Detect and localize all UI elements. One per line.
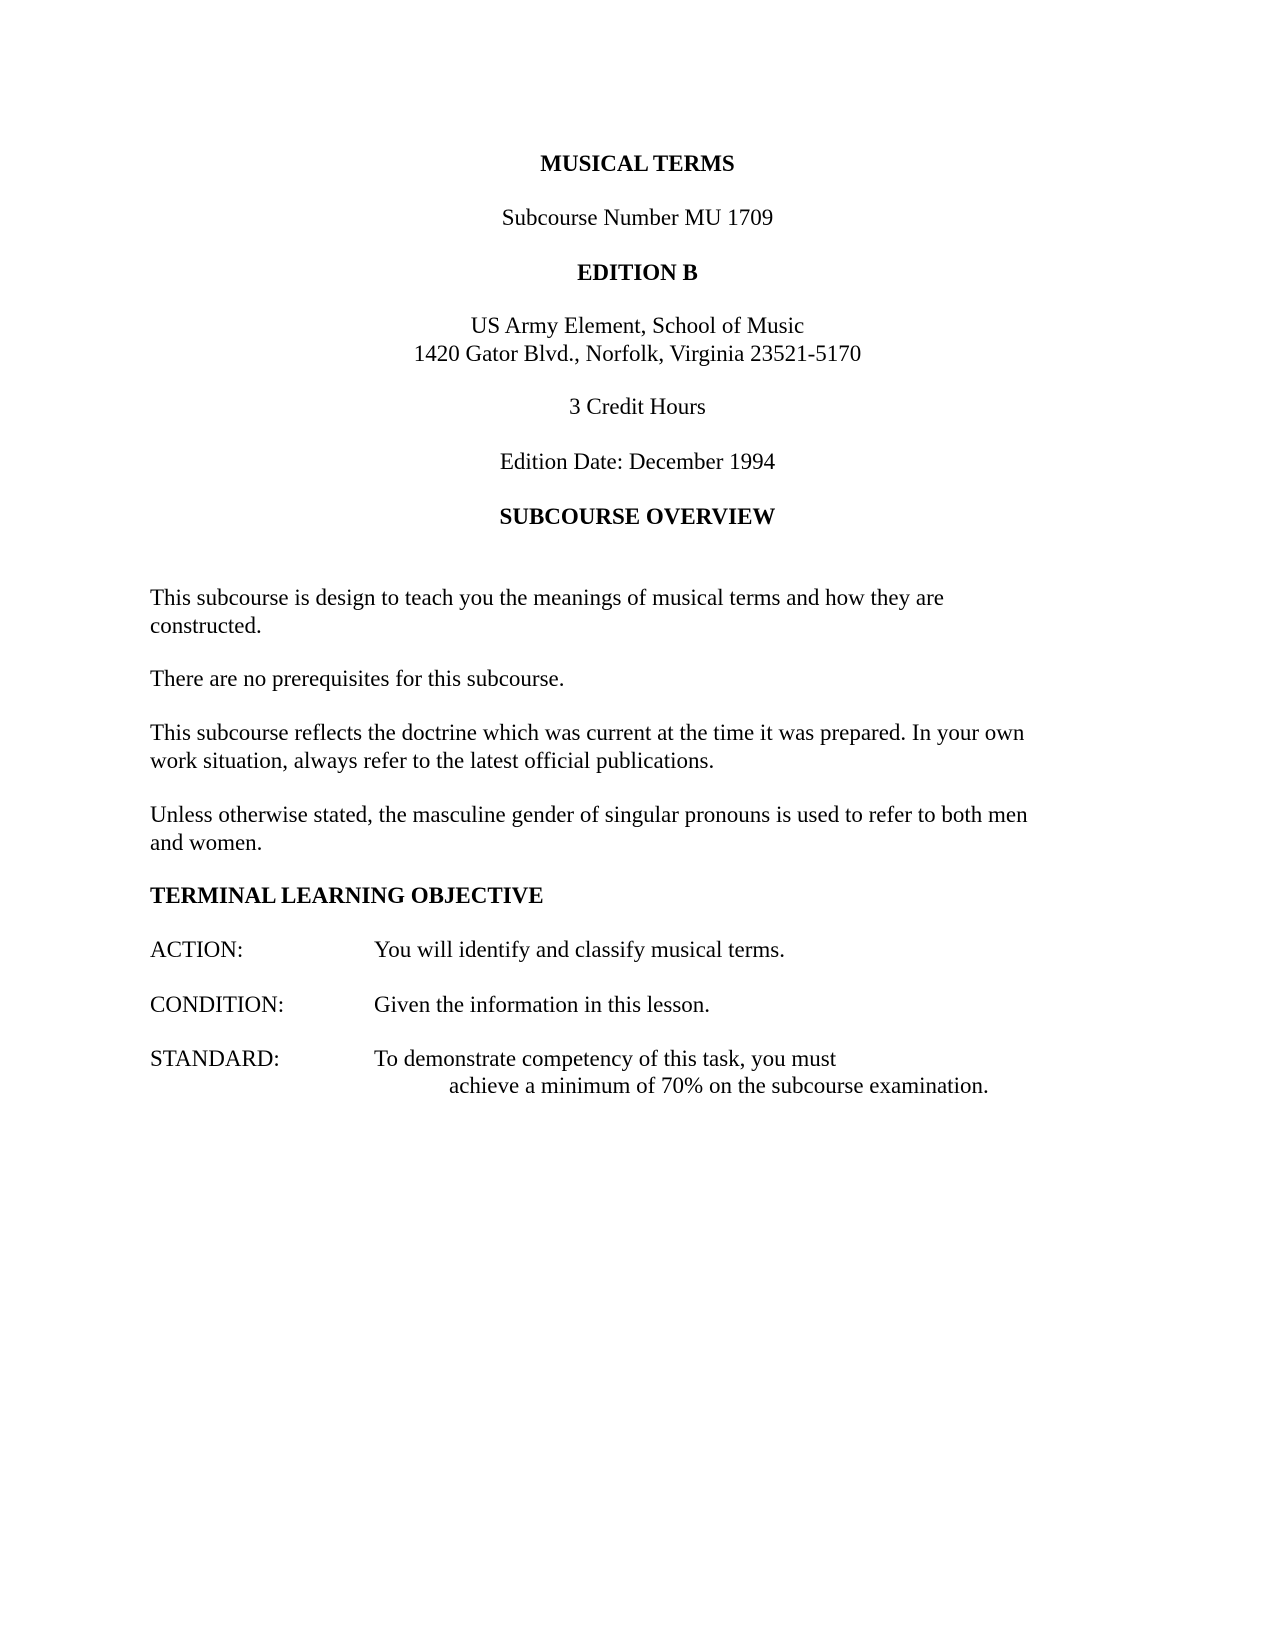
action-text: You will identify and classify musical terms. [374,937,785,962]
subcourse-number: Subcourse Number MU 1709 [501,205,774,230]
paragraph-line: Unless otherwise stated, the masculine gender of singular pronouns is used to refer to both men [150,802,1028,827]
condition-text: Given the information in this lesson. [374,992,711,1017]
action-label: ACTION: [150,937,244,962]
standard-label: STANDARD: [150,1046,280,1071]
standard-text: To demonstrate competency of this task, you must [374,1046,837,1071]
overview-paragraph-gender [150,801,1130,857]
organization-address: 1420 Gator Blvd., Norfolk, Virginia 23521-5170 [413,341,862,366]
overview-paragraph-prerequisites [150,665,1130,693]
paragraph-line: This subcourse reflects the doctrine which was current at the time it was prepared. In your own [150,720,1025,745]
objective-heading: TERMINAL LEARNING OBJECTIVE [150,883,544,908]
overview-paragraph-doctrine [150,719,1130,775]
standard-text-continued: achieve a minimum of 70% on the subcourse examination. [449,1073,989,1098]
overview-paragraph-purpose [150,584,1130,640]
paragraph-line: work situation, always refer to the latest official publications. [150,748,715,773]
paragraph-line: There are no prerequisites for this subcourse. [150,666,565,691]
edition-label: EDITION B [577,260,698,285]
edition-date: Edition Date: December 1994 [499,449,776,474]
overview-heading: SUBCOURSE OVERVIEW [499,504,776,529]
paragraph-line: constructed. [150,613,262,638]
paragraph-line: and women. [150,830,263,855]
paragraph-line: This subcourse is design to teach you the meanings of musical terms and how they are [150,585,944,610]
condition-label: CONDITION: [150,992,285,1017]
document-title: MUSICAL TERMS [540,151,735,176]
credit-hours: 3 Credit Hours [569,394,706,419]
organization-name: US Army Element, School of Music [470,313,805,338]
